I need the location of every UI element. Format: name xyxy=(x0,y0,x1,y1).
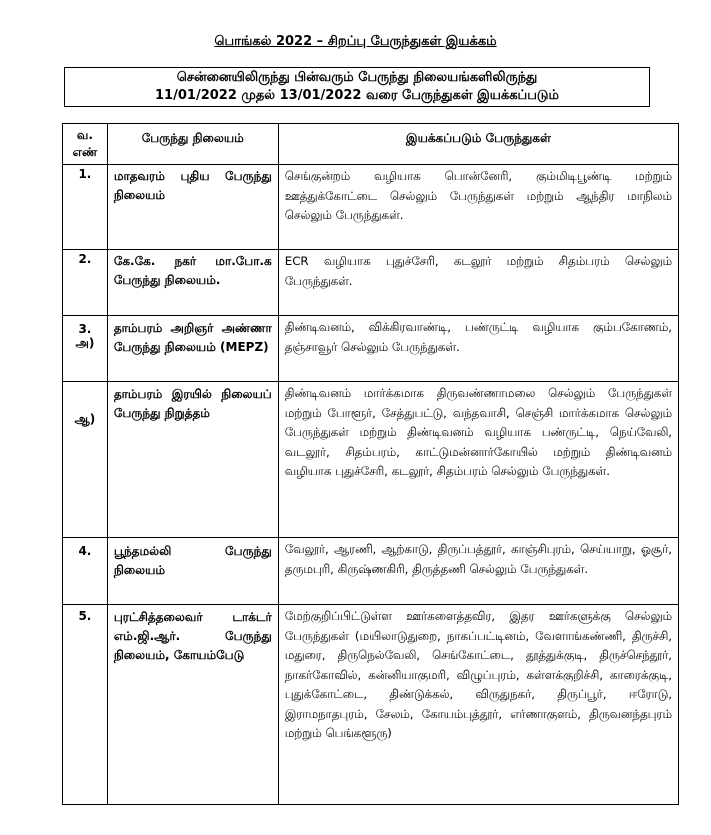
table-row xyxy=(63,538,679,605)
row-buses: வேலூர், ஆரணி, ஆற்காடு, திருப்பத்தூர், காஞ்சிபுரம், செய்யாறு, ஓசூர், தருமபுரி, கிருஷ்ணகிரி, திருத்தணி செல்லும் பேருந்துகள். xyxy=(278,538,678,605)
row-bus-stand: மாதவரம் புதிய பேருந்து நிலையம் xyxy=(107,165,278,250)
banner-line-2: 11/01/2022 முதல் 13/01/2022 வரை பேருந்துகள் இயக்கப்படும் xyxy=(155,88,559,103)
table-row xyxy=(63,250,679,316)
row-bus-stand: பூந்தமல்லி பேருந்து நிலையம் xyxy=(107,538,278,605)
row-serial-number: ஆ) xyxy=(63,382,108,538)
bus-routes-table xyxy=(62,123,679,805)
row-buses: ECR வழியாக புதுச்சேரி, கடலூர் மற்றும் சிதம்பரம் செல்லும் பேருந்துகள். xyxy=(278,250,678,316)
row-bus-stand: தாம்பரம் இரயில் நிலையப் பேருந்து நிறுத்தம் xyxy=(107,382,278,538)
header-buses: இயக்கப்படும் பேருந்துகள் xyxy=(278,124,678,165)
table-row xyxy=(63,316,679,382)
header-bus-stand: பேருந்து நிலையம் xyxy=(107,124,278,165)
row-serial-number: 1. xyxy=(63,165,108,250)
info-banner xyxy=(64,67,650,107)
row-serial-number: 4. xyxy=(63,538,108,605)
page-title xyxy=(0,34,711,50)
header-serial-number: வ. எண் xyxy=(63,124,108,165)
row-serial-number: 5. xyxy=(63,605,108,805)
table-row xyxy=(63,605,679,805)
row-serial-number: 3. அ) xyxy=(63,316,108,382)
row-buses: திண்டிவனம், விக்கிரவாண்டி, பண்ருட்டி வழியாக கும்பகோணம், தஞ்சாவூர் செல்லும் பேருந்துகள். xyxy=(278,316,678,382)
table-row xyxy=(63,165,679,250)
page-title-text: பொங்கல் 2022 – சிறப்பு பேருந்துகள் இயக்கம் xyxy=(214,34,497,49)
row-buses: செங்குன்றம் வழியாக பொன்னேரி, கும்மிடிபூண்டி மற்றும் ஊத்துக்கோட்டை செல்லும் பேருந்துகள் மற்றும் ஆந்திர மாநிலம் செல்லும் பேருந்துகள். xyxy=(278,165,678,250)
row-bus-stand: புரட்சித்தலைவர் டாக்டர் எம்.ஜி.ஆர். பேருந்து நிலையம், கோயம்பேடு xyxy=(107,605,278,805)
row-buses: திண்டிவனம் மார்க்கமாக திருவண்ணாமலை செல்லும் பேருந்துகள் மற்றும் போளூர், சேத்துபட்டு, வந்தவாசி, செஞ்சி மார்க்கமாக செல்லும் பேருந்துகள் மற்றும் திண்டிவனம் வழியாக பண்ருட்டி, நெய்வேலி, வடலூர், சிதம்பரம், காட்டுமன்னார்கோயில் மற்றும் திண்டிவனம் வழியாக புதுச்சேரி, கடலூர், சிதம்பரம் செல்லும் பேருந்துகள். xyxy=(278,382,678,538)
table-header-row xyxy=(63,124,679,165)
banner-line-1: சென்னையிலிருந்து பின்வரும் பேருந்து நிலையங்களிலிருந்து xyxy=(176,70,538,85)
row-serial-number: 2. xyxy=(63,250,108,316)
row-buses: மேற்குறிப்பிட்டுள்ள ஊர்களைத்தவிர, இதர ஊர்களுக்கு செல்லும் பேருந்துகள் (மயிலாடுதுறை, நாகப்பட்டினம், வேளாங்கண்ணி, திருச்சி, மதுரை, திருநெல்வேலி, செங்கோட்டை, தூத்துக்குடி, திருச்செந்தூர், நாகர்கோவில், கன்னியாகுமரி, விழுப்புரம், கள்ளக்குறிச்சி, காரைக்குடி, புதுக்கோட்டை, திண்டுக்கல், விருதுநகர், திருப்பூர், ஈரோடு, இராமநாதபுரம், சேலம், கோயம்புத்தூர், எர்ணாகுளம், திருவனந்தபுரம் மற்றும் பெங்களூரு) xyxy=(278,605,678,805)
table-row xyxy=(63,382,679,538)
row-bus-stand: தாம்பரம் அறிஞர் அண்ணா பேருந்து நிலையம் (MEPZ) xyxy=(107,316,278,382)
row-bus-stand: கே.கே. நகர் மா.போ.க பேருந்து நிலையம். xyxy=(107,250,278,316)
